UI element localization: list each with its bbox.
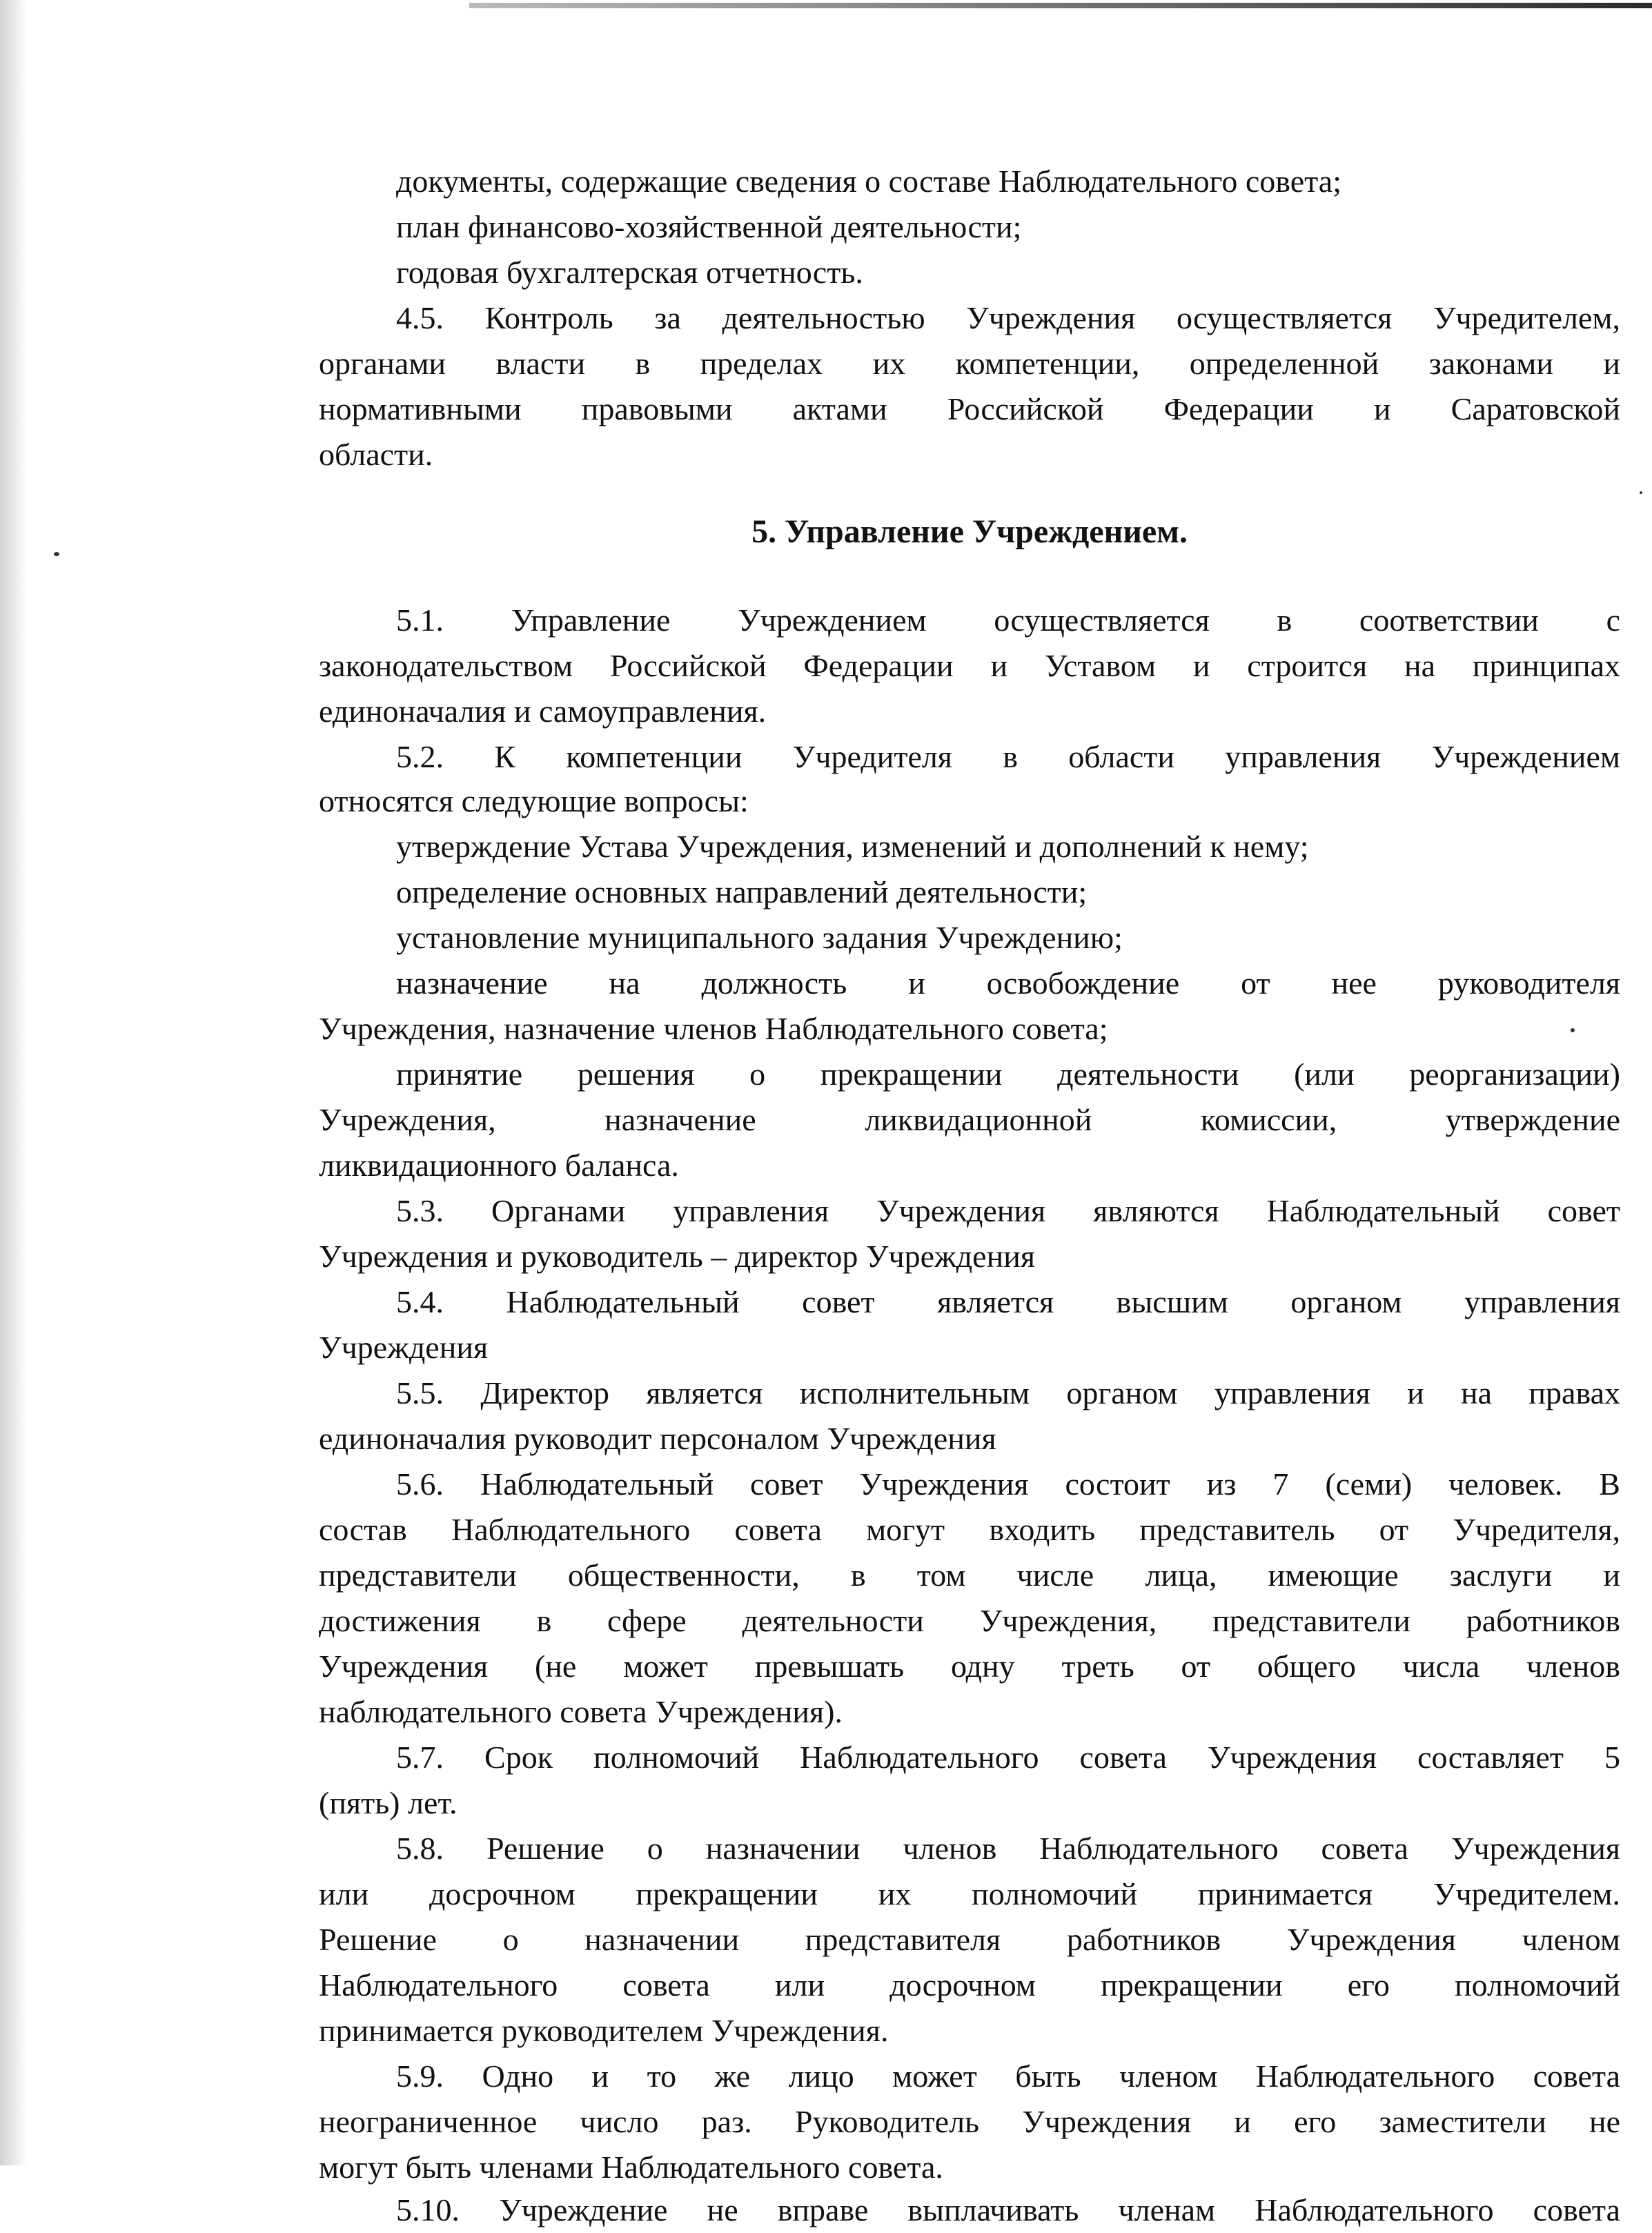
paragraph-4-5-line: 4.5. Контроль за деятельностью Учреждения осуществляется Учредителем,	[396, 300, 1620, 335]
paragraph-4-5-line: органами власти в пределах их компетенции, определенной законами и	[319, 346, 1620, 381]
paragraph-5-6-line: состав Наблюдательного совета могут входить представитель от Учредителя,	[319, 1512, 1620, 1547]
paragraph-5-9-line: неограниченное число раз. Руководитель Учреждения и его заместители не	[319, 2104, 1620, 2139]
paragraph-5-5-line: единоначалия руководит персоналом Учреждения	[319, 1421, 996, 1456]
list-item: ликвидационного баланса.	[319, 1148, 679, 1183]
paragraph-5-6-line: 5.6. Наблюдательный совет Учреждения состоит из 7 (семи) человек. В	[396, 1466, 1620, 1502]
list-item: установление муниципального задания Учреждению;	[396, 920, 1123, 955]
paragraph-5-4-line: Учреждения	[319, 1330, 489, 1365]
paragraph-5-2-line: относятся следующие вопросы:	[319, 783, 749, 818]
paragraph-5-7-line: 5.7. Срок полномочий Наблюдательного совета Учреждения составляет 5	[396, 1740, 1620, 1775]
list-item: документы, содержащие сведения о составе Наблюдательного совета;	[396, 164, 1341, 199]
paragraph-5-4-line: 5.4. Наблюдательный совет является высшим органом управления	[396, 1284, 1620, 1319]
paragraph-5-2-line: 5.2. К компетенции Учредителя в области управления Учреждением	[396, 739, 1620, 774]
paragraph-5-6-line: представители общественности, в том числе лица, имеющие заслуги и	[319, 1557, 1620, 1593]
paragraph-5-8-line: Наблюдательного совета или досрочном прекращении его полномочий	[319, 1967, 1620, 2003]
paragraph-5-1-line: законодательством Российской Федерации и Уставом и строится на принципах	[319, 648, 1620, 683]
paragraph-5-10-line: 5.10. Учреждение не вправе выплачивать членам Наблюдательного совета	[396, 2192, 1620, 2227]
paragraph-5-8-line: принимается руководителем Учреждения.	[319, 2013, 889, 2048]
paragraph-4-5-line: области.	[319, 437, 433, 472]
paragraph-5-1-line: единоначалия и самоуправления.	[319, 693, 767, 729]
paragraph-5-8-line: Решение о назначении представителя работников Учреждения членом	[319, 1922, 1620, 1957]
paragraph-5-6-line: достижения в сфере деятельности Учреждения, представители работников	[319, 1603, 1620, 1638]
paragraph-5-1-line: 5.1. Управление Учреждением осуществляется в соответствии с	[396, 602, 1620, 638]
section-5-heading: 5. Управление Учреждением.	[751, 513, 1188, 550]
paragraph-5-6-line: наблюдательного совета Учреждения).	[319, 1694, 843, 1729]
list-item: назначение на должность и освобождение от нее руководителя	[396, 965, 1620, 1001]
list-item: утверждение Устава Учреждения, изменений и дополнений к нему;	[396, 829, 1309, 864]
paragraph-5-3-line: Учреждения и руководитель – директор Учреждения	[319, 1239, 1035, 1274]
paragraph-5-6-line: Учреждения (не может превышать одну треть от общего числа членов	[319, 1649, 1620, 1684]
paragraph-5-5-line: 5.5. Директор является исполнительным органом управления и на правах	[396, 1375, 1620, 1410]
paragraph-5-7-line: (пять) лет.	[319, 1785, 458, 1820]
list-item: Учреждения, назначение членов Наблюдательного совета;	[319, 1011, 1108, 1046]
scan-speck	[1640, 491, 1642, 494]
paragraph-5-8-line: 5.8. Решение о назначении членов Наблюдательного совета Учреждения	[396, 1831, 1620, 1866]
scan-artifact-top-line	[469, 3, 1652, 8]
paragraph-5-9-line: 5.9. Одно и то же лицо может быть членом Наблюдательного совета	[396, 2058, 1620, 2094]
list-item: принятие решения о прекращении деятельности (или реорганизации)	[396, 1056, 1620, 1092]
paragraph-4-5-line: нормативными правовыми актами Российской Федерации и Саратовской	[319, 391, 1620, 426]
paragraph-5-8-line: или досрочном прекращении их полномочий принимается Учредителем.	[319, 1876, 1620, 1911]
scan-shadow-left	[0, 0, 28, 2165]
list-item: Учреждения, назначение ликвидационной комиссии, утверждение	[319, 1102, 1620, 1137]
list-item: годовая бухгалтерская отчетность.	[396, 255, 863, 290]
paragraph-5-3-line: 5.3. Органами управления Учреждения являются Наблюдательный совет	[396, 1193, 1620, 1228]
list-item: план финансово-хозяйственной деятельности;	[396, 209, 1022, 244]
paragraph-5-9-line: могут быть членами Наблюдательного совета.	[319, 2150, 943, 2185]
scan-speck	[54, 552, 59, 556]
list-item: определение основных направлений деятельности;	[396, 874, 1088, 909]
